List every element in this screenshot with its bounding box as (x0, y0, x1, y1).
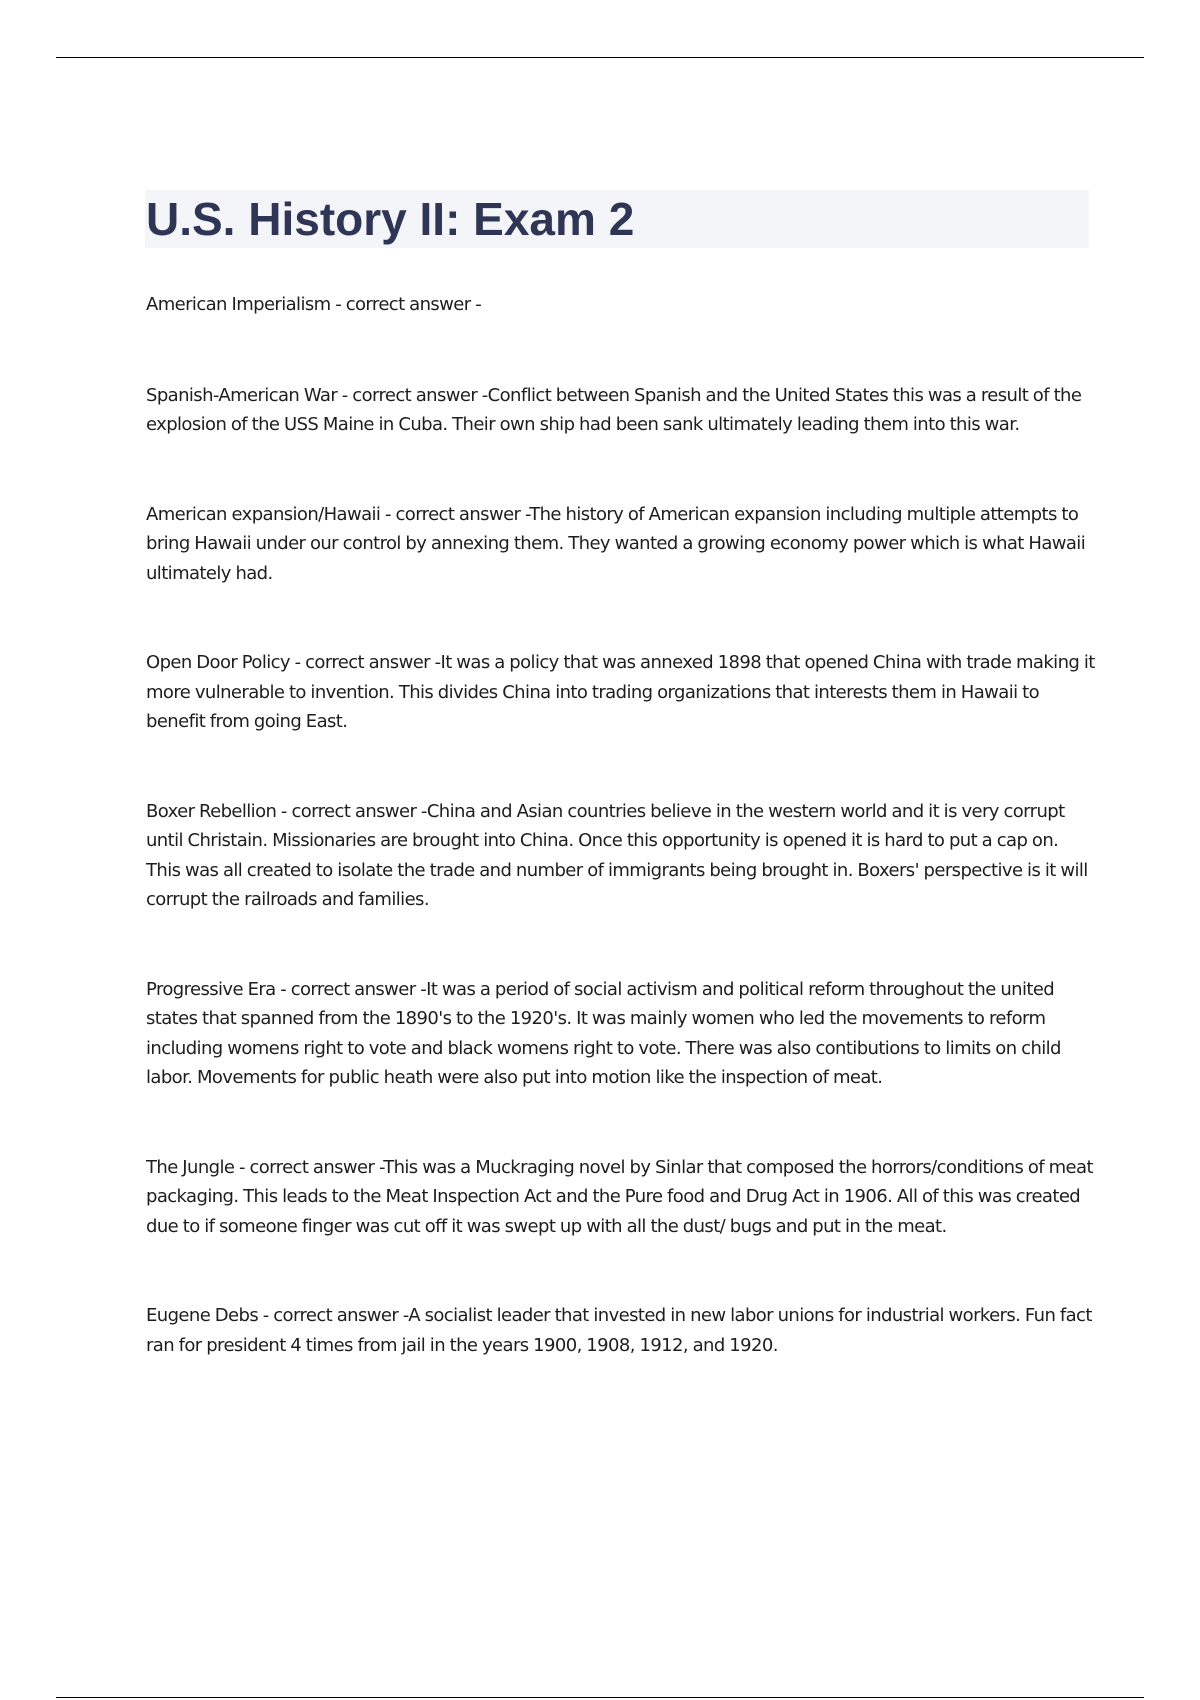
entry-separator: - correct answer - (289, 652, 441, 673)
entry-term: The Jungle (146, 1156, 235, 1178)
entry-definition: Conflict between Spanish and the United States this was a result of the explosion of the USS Maine in Cuba. Their own ship had been sank ultimately leading them into this war. (146, 384, 1082, 435)
entry-term: Eugene Debs (146, 1305, 259, 1326)
entry-term: Progressive Era (146, 978, 276, 1000)
entry-definition: This was a Muckraging novel by Sinlar that composed the horrors/conditions of meat packaging. This leads to the Meat Inspection Act and the Pure food and Drug Act in 1906. All of this was created due to if someone finger was cut off it was swept up with all the dust/ bugs and put in the meat. (146, 1156, 1093, 1237)
entry-term: Boxer Rebellion (146, 800, 277, 822)
entry-spanish-american-war (146, 381, 1096, 440)
entry-eugene-debs (146, 1301, 1096, 1360)
entry-separator: - correct answer - (234, 1156, 384, 1178)
entry-term: American expansion/Hawaii (146, 503, 381, 525)
entry-term: Open Door Policy (146, 652, 290, 673)
entry-open-door-policy (146, 648, 1096, 737)
document-title: U.S. History II: Exam 2 (146, 193, 635, 245)
entry-definition: It was a period of social activism and political reform throughout the united states that spanned from the 1890's to the 1920's. It was mainly women who led the movements to reform including womens right to vote and black womens right to vote. There was also contibutions to limits on child labor. Movements for public heath were also put into motion like the inspection of meat. (146, 978, 1061, 1088)
entry-separator: - correct answer - (337, 384, 488, 406)
entry-the-jungle (146, 1153, 1096, 1242)
entry-definition: China and Asian countries believe in the western world and it is very corrupt until Christain. Missionaries are brought into China. Once this opportunity is opened it is hard to put a cap on. This was all created to isolate the trade and number of immigrants being brought in. Boxers' perspective is it will corrupt the railroads and families. (146, 800, 1088, 910)
entry-separator: - correct answer - (330, 294, 482, 315)
entry-separator: - correct answer - (380, 503, 530, 525)
entry-american-imperialism (146, 290, 1096, 320)
entry-definition: The history of American expansion including multiple attempts to bring Hawaii under our control by annexing them. They wanted a growing economy power which is what Hawaii ultimately had. (146, 503, 1086, 584)
entry-term: Spanish-American War (146, 384, 338, 406)
entry-progressive-era (146, 975, 1096, 1093)
entry-separator: - correct answer - (258, 1305, 409, 1326)
entry-separator: - correct answer - (275, 978, 427, 1000)
top-rule (56, 57, 1144, 58)
entry-definition: It was a policy that was annexed 1898 that opened China with trade making it more vulnerable to invention. This divides China into trading organizations that interests them in Hawaii to benefit from going East. (146, 652, 1095, 732)
entry-boxer-rebellion (146, 797, 1096, 915)
entry-list (146, 290, 1096, 1420)
entry-separator: - correct answer - (276, 800, 427, 822)
entry-american-expansion-hawaii (146, 500, 1096, 589)
entry-term: American Imperialism (146, 294, 331, 315)
bottom-rule (56, 1697, 1144, 1698)
entry-definition: A socialist leader that invested in new labor unions for industrial workers. Fun fact ran for president 4 times from jail in the years 1900, 1908, 1912, and 1920. (146, 1305, 1092, 1356)
